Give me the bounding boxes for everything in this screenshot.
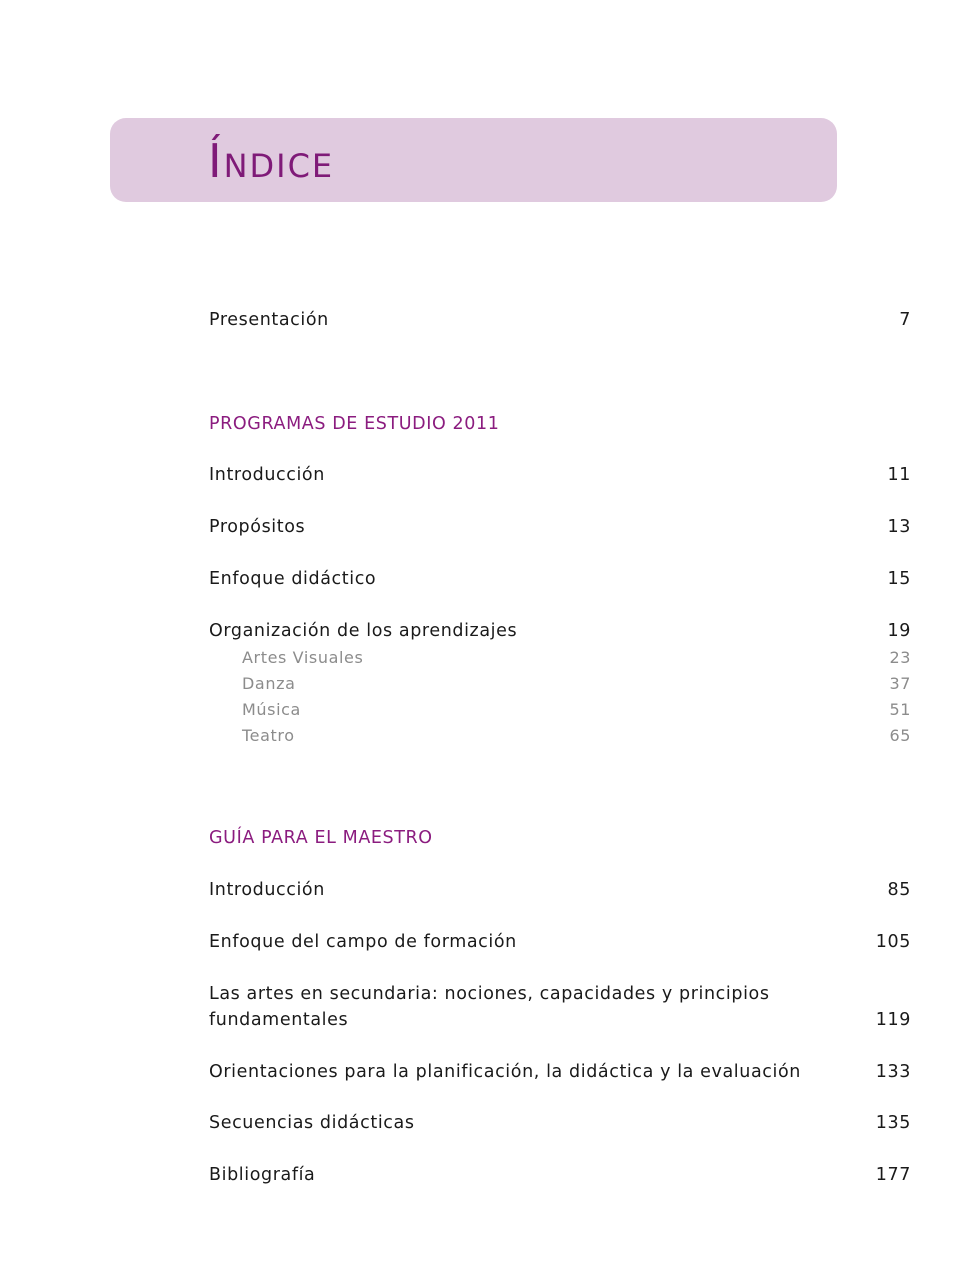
toc-entry-label: Enfoque didáctico	[209, 569, 377, 589]
toc-entry-label: Presentación	[209, 310, 329, 330]
toc-subentry-label: Artes Visuales	[242, 648, 364, 667]
section-heading-programas: PROGRAMAS DE ESTUDIO 2011	[209, 414, 500, 434]
toc-entry-label: Orientaciones para la planificación, la didáctica y la evaluación	[209, 1062, 801, 1082]
toc-entry-page: 85	[887, 880, 911, 900]
toc-subentry-page: 65	[889, 726, 911, 745]
toc-entry-label: Organización de los aprendizajes	[209, 621, 518, 641]
toc-subentry-page: 51	[889, 700, 911, 719]
toc-subentry-label: Danza	[242, 674, 296, 693]
toc-subentry-label: Música	[242, 700, 301, 719]
toc-entry-page: 105	[875, 932, 911, 952]
toc-entry-label: Secuencias didácticas	[209, 1113, 415, 1133]
toc-entry-label: Las artes en secundaria: nociones, capacidades y principios fundamentales	[209, 984, 770, 1030]
toc-entry-label: Bibliografía	[209, 1165, 316, 1185]
toc-entry-page: 19	[887, 621, 911, 641]
toc-entry-page: 135	[875, 1113, 911, 1133]
section-heading-guia: GUÍA PARA EL MAESTRO	[209, 828, 433, 848]
toc-entry-page: 15	[887, 569, 911, 589]
toc-subentry-page: 23	[889, 648, 911, 667]
toc-entry-page: 119	[875, 1010, 911, 1030]
toc-entry-page: 11	[887, 465, 911, 485]
toc-entry-label: Enfoque del campo de formación	[209, 932, 517, 952]
toc-entry[interactable]	[209, 981, 911, 1033]
toc-entry-label: Introducción	[209, 880, 325, 900]
toc-entry-page: 177	[875, 1165, 911, 1185]
toc-entry-label: Propósitos	[209, 517, 306, 537]
toc-subentry-page: 37	[889, 674, 911, 693]
toc-entry-page: 13	[887, 517, 911, 537]
toc-entry-page: 7	[899, 310, 911, 330]
toc-entry-page: 133	[875, 1062, 911, 1082]
page-title: Índice	[208, 134, 335, 188]
toc-entry-label: Introducción	[209, 465, 325, 485]
toc-subentry-label: Teatro	[242, 726, 295, 745]
title-banner	[110, 118, 837, 202]
